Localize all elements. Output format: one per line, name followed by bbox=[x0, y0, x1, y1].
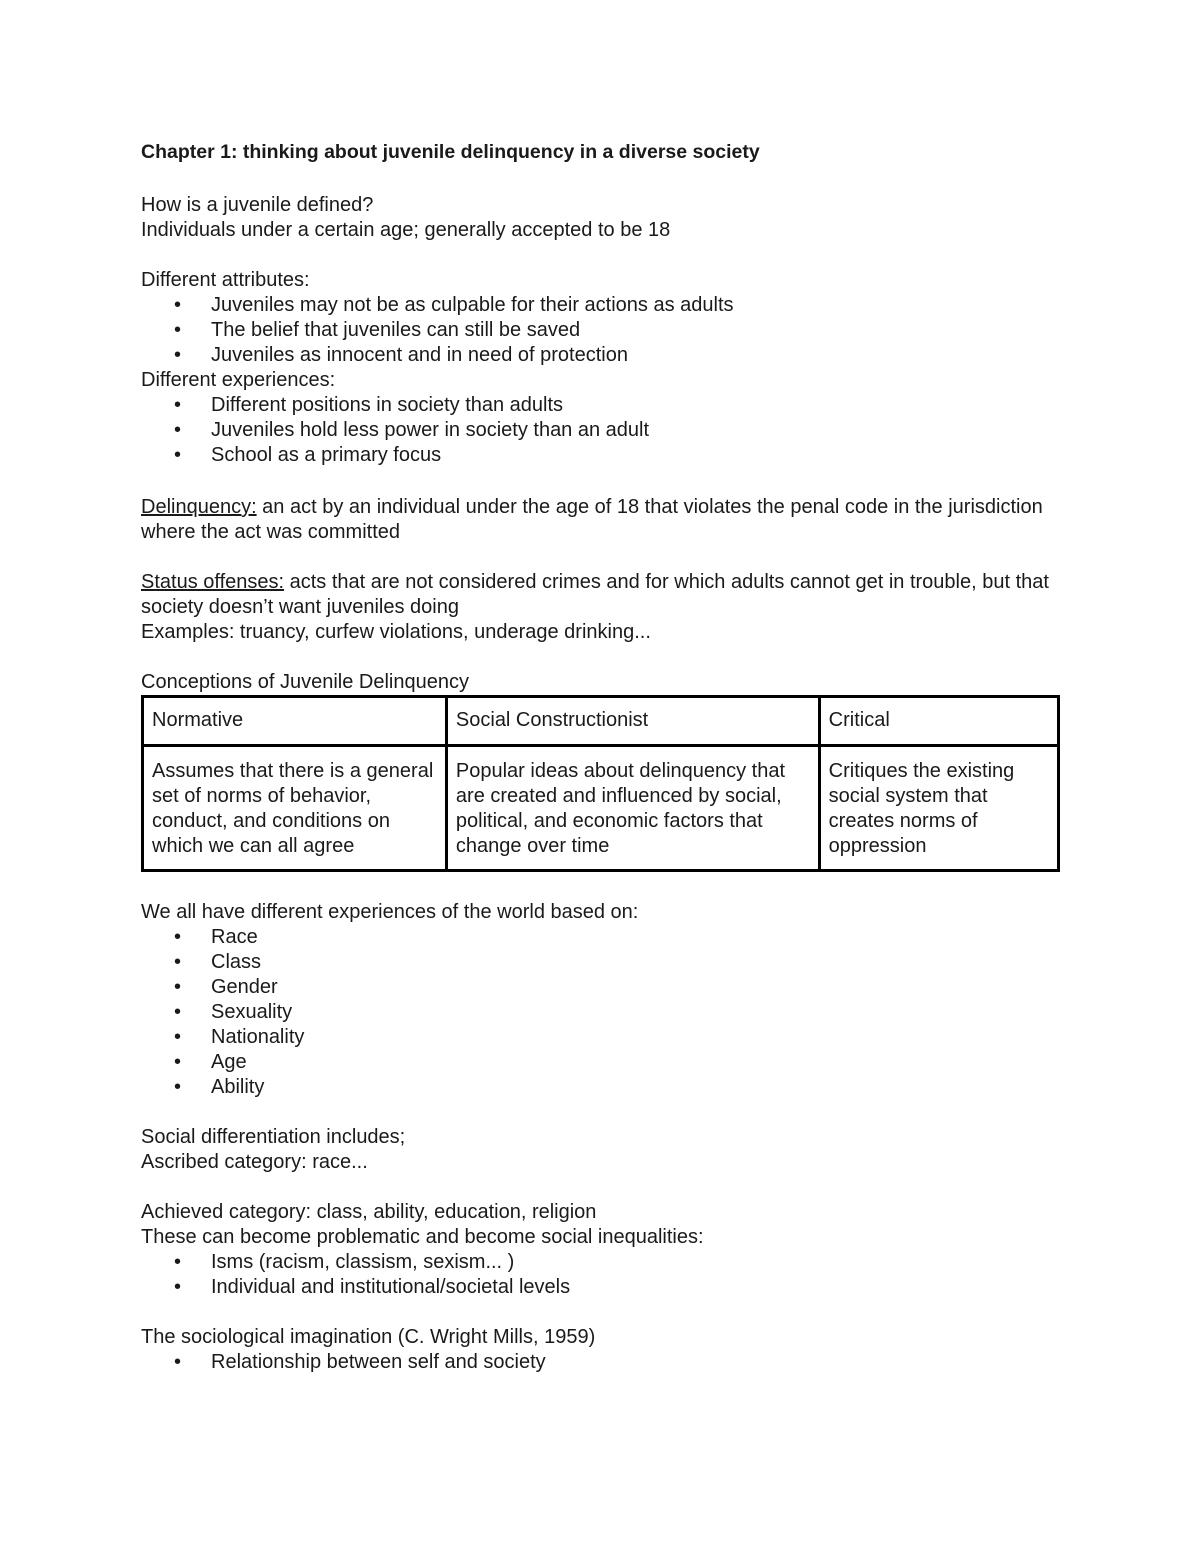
experiences-list bbox=[141, 393, 1061, 468]
list-item: • Individual and institutional/societal levels bbox=[174, 1276, 571, 1298]
list-item: • Gender bbox=[174, 976, 278, 998]
imagination-heading: The sociological imagination (C. Wright Mills, 1959) bbox=[141, 1326, 596, 1348]
juvenile-answer: Individuals under a certain age; generally accepted to be 18 bbox=[141, 219, 671, 241]
spacer bbox=[141, 645, 1061, 670]
list-item: • Ability bbox=[174, 1076, 265, 1098]
page-title: Chapter 1: thinking about juvenile delinquency in a diverse society bbox=[141, 141, 760, 163]
delinquency-definition: Delinquency: an act by an individual under the age of 18 that violates the penal code in the jurisdiction where the act was committed bbox=[141, 496, 1043, 543]
spacer bbox=[141, 545, 1061, 570]
bullet-icon: • bbox=[174, 319, 182, 341]
list-item: • Isms (racism, classism, sexism... ) bbox=[174, 1251, 515, 1273]
spacer bbox=[141, 1100, 1061, 1125]
list-item: • Sexuality bbox=[174, 1001, 293, 1023]
table-cell: Critiques the existing social system that creates norms of oppression bbox=[819, 746, 1058, 871]
list-item: • Relationship between self and society bbox=[174, 1351, 546, 1373]
ascribed-category: Ascribed category: race... bbox=[141, 1151, 368, 1173]
bullet-icon: • bbox=[174, 1001, 182, 1023]
status-offenses-definition: Status offenses: acts that are not considered crimes and for which adults cannot get in trouble, but that society doesn’t want juveniles doing bbox=[141, 571, 1049, 618]
list-item: • Juveniles hold less power in society than an adult bbox=[174, 419, 650, 441]
list-item: • The belief that juveniles can still be saved bbox=[174, 319, 581, 341]
table-cell: Popular ideas about delinquency that are created and influenced by social, political, and economic factors that change over time bbox=[446, 746, 819, 871]
bullet-icon: • bbox=[174, 976, 182, 998]
table-header-cell: Critical bbox=[819, 697, 1058, 746]
list-item: • Age bbox=[174, 1051, 247, 1073]
bullet-icon: • bbox=[174, 394, 182, 416]
bullet-icon: • bbox=[174, 344, 182, 366]
document-page bbox=[141, 140, 1061, 1375]
conceptions-table bbox=[141, 695, 1060, 872]
delinquency-term: Delinquency: bbox=[141, 496, 257, 518]
bullet-icon: • bbox=[174, 951, 182, 973]
bullet-icon: • bbox=[174, 1076, 182, 1098]
imagination-list bbox=[141, 1350, 1061, 1375]
achieved-category: Achieved category: class, ability, education, religion bbox=[141, 1201, 597, 1223]
inequalities-list bbox=[141, 1250, 1061, 1300]
spacer bbox=[141, 1175, 1061, 1200]
table-cell: Assumes that there is a general set of norms of behavior, conduct, and conditions on which we can all agree bbox=[143, 746, 447, 871]
spacer bbox=[141, 165, 1061, 193]
differentiation-heading: Social differentiation includes; bbox=[141, 1126, 406, 1148]
experiences-heading: Different experiences: bbox=[141, 369, 336, 391]
bullet-icon: • bbox=[174, 1276, 182, 1298]
bullet-icon: • bbox=[174, 1251, 182, 1273]
list-item: • Class bbox=[174, 951, 262, 973]
bullet-icon: • bbox=[174, 1026, 182, 1048]
spacer bbox=[141, 1300, 1061, 1325]
list-item: • Nationality bbox=[174, 1026, 305, 1048]
table-header-cell: Social Constructionist bbox=[446, 697, 819, 746]
bullet-icon: • bbox=[174, 444, 182, 466]
spacer bbox=[141, 243, 1061, 268]
status-offenses-examples: Examples: truancy, curfew violations, underage drinking... bbox=[141, 621, 651, 643]
table-row bbox=[143, 746, 1059, 871]
spacer bbox=[141, 872, 1061, 900]
differences-list bbox=[141, 925, 1061, 1100]
spacer bbox=[141, 468, 1061, 495]
list-item: • Juveniles as innocent and in need of protection bbox=[174, 344, 628, 366]
table-header-cell: Normative bbox=[143, 697, 447, 746]
list-item: • School as a primary focus bbox=[174, 444, 442, 466]
list-item: • Juveniles may not be as culpable for their actions as adults bbox=[174, 294, 734, 316]
status-offenses-term: Status offenses: bbox=[141, 571, 285, 593]
table-caption: Conceptions of Juvenile Delinquency bbox=[141, 671, 469, 693]
attributes-list bbox=[141, 293, 1061, 368]
list-item: • Race bbox=[174, 926, 258, 948]
differences-heading: We all have different experiences of the world based on: bbox=[141, 901, 639, 923]
bullet-icon: • bbox=[174, 1351, 182, 1373]
bullet-icon: • bbox=[174, 419, 182, 441]
attributes-heading: Different attributes: bbox=[141, 269, 310, 291]
bullet-icon: • bbox=[174, 1051, 182, 1073]
bullet-icon: • bbox=[174, 294, 182, 316]
bullet-icon: • bbox=[174, 926, 182, 948]
inequalities-heading: These can become problematic and become social inequalities: bbox=[141, 1226, 704, 1248]
table-header-row bbox=[143, 697, 1059, 746]
list-item: • Different positions in society than adults bbox=[174, 394, 564, 416]
juvenile-question: How is a juvenile defined? bbox=[141, 194, 374, 216]
